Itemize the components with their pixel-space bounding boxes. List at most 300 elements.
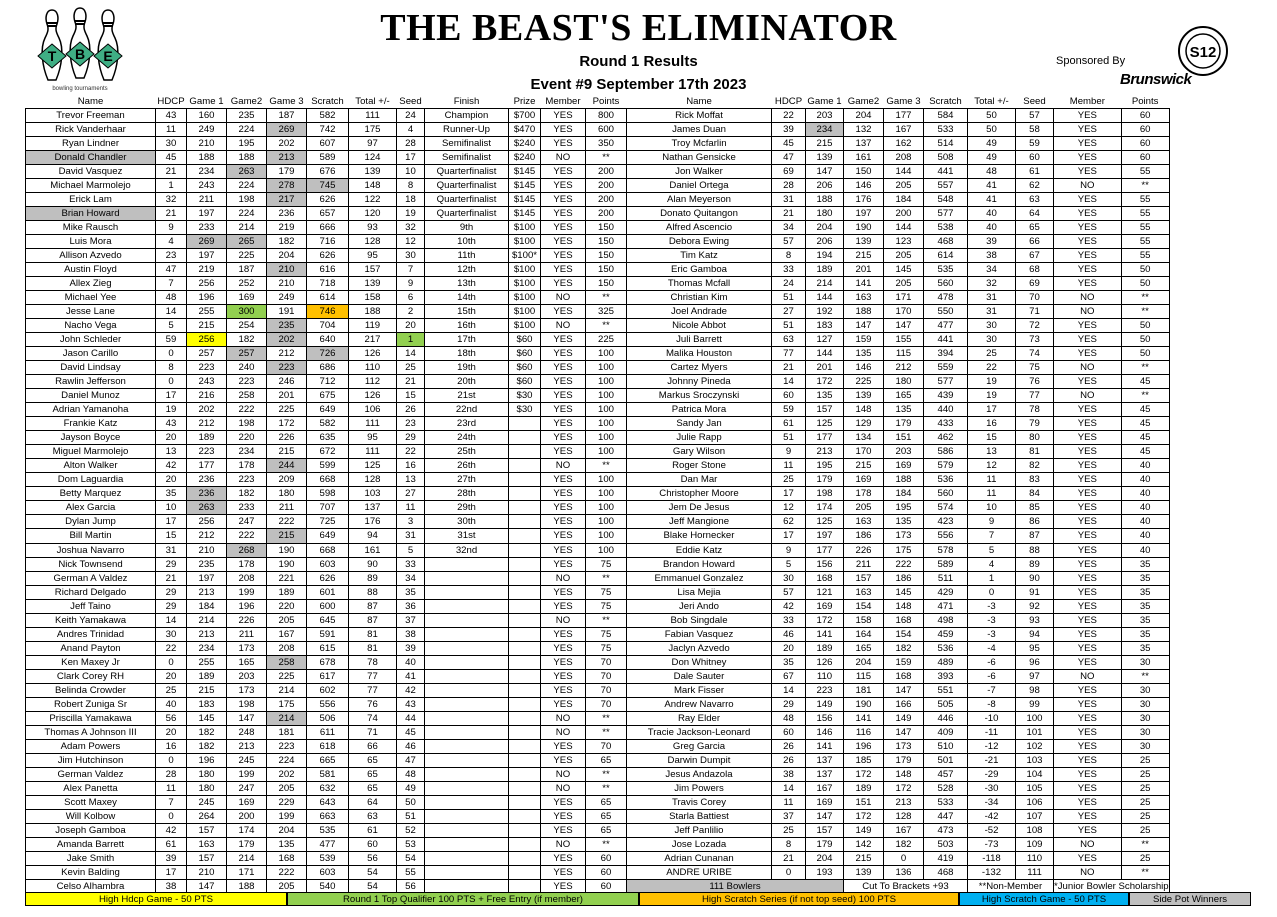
score-cell: 5 (397, 543, 425, 557)
bowler-name-cell: Erick Lam (26, 193, 156, 207)
bowler-name-cell: Juli Barrett (627, 333, 772, 347)
score-cell: 174 (806, 501, 844, 515)
score-cell: 172 (844, 767, 884, 781)
score-cell: 44 (397, 711, 425, 725)
score-cell (509, 711, 541, 725)
score-cell: 252 (227, 277, 267, 291)
score-cell: 35 (1121, 585, 1169, 599)
score-cell: 225 (844, 375, 884, 389)
score-cell: 60 (1121, 109, 1169, 123)
score-cell: 30 (968, 319, 1016, 333)
score-cell: 188 (187, 151, 227, 165)
score-cell: 106 (349, 403, 397, 417)
bowler-name-cell: Luis Mora (26, 235, 156, 249)
score-cell: 157 (187, 851, 227, 865)
score-cell: 686 (307, 361, 349, 375)
score-cell: 24th (425, 431, 509, 445)
score-cell: ** (586, 781, 627, 795)
score-cell: 125 (349, 459, 397, 473)
score-cell: -8 (968, 697, 1016, 711)
score-cell: 17 (156, 515, 187, 529)
score-cell: 256 (187, 277, 227, 291)
score-cell: 173 (227, 683, 267, 697)
event-title: Event #9 September 17th 2023 (530, 76, 747, 93)
score-cell: 63 (349, 809, 397, 823)
score-cell: 183 (187, 697, 227, 711)
score-cell: 209 (267, 473, 307, 487)
score-cell: 128 (884, 809, 924, 823)
table-row (26, 445, 1170, 459)
score-cell: 43 (397, 697, 425, 711)
score-cell: 35 (772, 655, 806, 669)
score-cell: 102 (1016, 739, 1054, 753)
sponsored-by-label: Sponsored By (1056, 55, 1126, 67)
score-cell: 222 (884, 557, 924, 571)
score-cell: 198 (227, 697, 267, 711)
score-cell: 5 (772, 557, 806, 571)
score-cell: YES (541, 669, 586, 683)
score-cell: YES (541, 263, 586, 277)
score-cell: 65 (349, 781, 397, 795)
score-cell: YES (1054, 599, 1122, 613)
score-cell: 35 (1121, 599, 1169, 613)
score-cell (425, 655, 509, 669)
score-cell: 48 (156, 291, 187, 305)
score-cell: 233 (187, 221, 227, 235)
table-row (26, 767, 1170, 781)
score-cell: 37 (397, 613, 425, 627)
score-cell (509, 627, 541, 641)
table-row (26, 739, 1170, 753)
score-cell: YES (1054, 795, 1122, 809)
score-cell: 0 (884, 851, 924, 865)
score-cell: 225 (227, 249, 267, 263)
score-cell: 4 (397, 123, 425, 137)
score-cell: 42 (397, 683, 425, 697)
score-cell: 26 (772, 753, 806, 767)
score-cell: ** (586, 151, 627, 165)
score-cell: -132 (968, 865, 1016, 879)
score-cell: 154 (884, 627, 924, 641)
score-cell: 0 (156, 809, 187, 823)
score-cell: YES (1054, 277, 1122, 291)
score-cell: YES (1054, 445, 1122, 459)
score-cell: YES (541, 109, 586, 123)
score-cell: 234 (806, 123, 844, 137)
score-cell: 21 (156, 207, 187, 221)
score-cell: 5 (156, 319, 187, 333)
score-cell: 100 (586, 501, 627, 515)
score-cell: 88 (1016, 543, 1054, 557)
score-cell: YES (541, 501, 586, 515)
score-cell: 51 (772, 319, 806, 333)
score-cell: 257 (227, 347, 267, 361)
score-cell: 188 (227, 151, 267, 165)
bowler-name-cell: Clark Corey RH (26, 669, 156, 683)
score-cell: 100 (586, 529, 627, 543)
score-cell: 139 (844, 389, 884, 403)
score-cell: 163 (844, 291, 884, 305)
score-cell: 14 (772, 375, 806, 389)
score-cell: 468 (924, 235, 968, 249)
score-cell: 82 (1016, 459, 1054, 473)
score-cell: 170 (844, 445, 884, 459)
score-cell: YES (1054, 851, 1122, 865)
score-cell: YES (541, 865, 586, 879)
score-cell: $100 (509, 305, 541, 319)
score-cell (425, 851, 509, 865)
results-table (25, 95, 1170, 894)
score-cell: 67 (772, 669, 806, 683)
score-cell: Quarterfinalist (425, 179, 509, 193)
score-cell: 64 (349, 795, 397, 809)
score-cell: YES (1054, 417, 1122, 431)
score-cell: 234 (187, 165, 227, 179)
score-cell: $240 (509, 137, 541, 151)
score-cell (425, 837, 509, 851)
score-cell: 29th (425, 501, 509, 515)
score-cell: YES (1054, 823, 1122, 837)
score-cell: 206 (806, 235, 844, 249)
score-cell: 505 (924, 697, 968, 711)
score-cell: NO (1054, 865, 1122, 879)
legend-item: High Hdcp Game - 50 PTS (25, 892, 287, 906)
score-cell: 215 (844, 459, 884, 473)
bowler-name-cell: Rick Vanderhaar (26, 123, 156, 137)
score-cell: 65 (349, 767, 397, 781)
score-cell: 15th (425, 305, 509, 319)
table-header-row (26, 95, 1170, 109)
bowler-name-cell: Lisa Mejia (627, 585, 772, 599)
score-cell: 40 (968, 221, 1016, 235)
score-cell: 137 (806, 767, 844, 781)
score-cell: 40 (968, 207, 1016, 221)
score-cell: 32nd (425, 543, 509, 557)
score-cell: 30 (1121, 711, 1169, 725)
bowler-name-cell: Donato Quitangon (627, 207, 772, 221)
score-cell: 148 (844, 403, 884, 417)
score-cell: 145 (884, 585, 924, 599)
table-row (26, 137, 1170, 151)
score-cell: 640 (307, 333, 349, 347)
score-cell: 182 (884, 837, 924, 851)
bowler-name-cell: Tim Katz (627, 249, 772, 263)
score-cell: 257 (187, 347, 227, 361)
score-cell: 50 (1121, 277, 1169, 291)
sponsor-brand: Brunswick (1120, 71, 1192, 88)
bowler-name-cell: Richard Delgado (26, 585, 156, 599)
score-cell: YES (1054, 543, 1122, 557)
score-cell: 25 (1121, 781, 1169, 795)
score-cell (509, 837, 541, 851)
score-cell: 35 (1121, 571, 1169, 585)
score-cell: 154 (844, 599, 884, 613)
score-cell: 76 (349, 697, 397, 711)
non-member-note: **Non-Member (968, 879, 1054, 893)
score-cell: 582 (307, 109, 349, 123)
score-cell: 100 (586, 515, 627, 529)
score-cell: 100 (1016, 711, 1054, 725)
score-cell: 83 (1016, 473, 1054, 487)
score-cell: 27 (772, 305, 806, 319)
score-cell: 40 (397, 655, 425, 669)
score-cell: NO (541, 151, 586, 165)
score-cell: 188 (349, 305, 397, 319)
score-cell: YES (541, 641, 586, 655)
table-row (26, 865, 1170, 879)
score-cell: 181 (844, 683, 884, 697)
score-cell (425, 669, 509, 683)
score-cell: 71 (1016, 305, 1054, 319)
score-cell: -7 (968, 683, 1016, 697)
score-cell: 147 (187, 879, 227, 893)
bowler-name-cell: Trevor Freeman (26, 109, 156, 123)
score-cell: 112 (349, 375, 397, 389)
score-cell (509, 599, 541, 613)
score-cell: $100 (509, 235, 541, 249)
column-header: Name (686, 96, 712, 107)
score-cell: 119 (349, 319, 397, 333)
score-cell: 668 (307, 543, 349, 557)
score-cell: 184 (884, 193, 924, 207)
score-cell: 21 (397, 375, 425, 389)
score-cell: 9 (772, 543, 806, 557)
score-cell: 62 (772, 515, 806, 529)
score-cell: 189 (806, 641, 844, 655)
score-cell (509, 529, 541, 543)
bowler-name-cell: Christian Kim (627, 291, 772, 305)
score-cell (509, 795, 541, 809)
score-cell: 718 (307, 277, 349, 291)
score-cell: 18th (425, 347, 509, 361)
score-cell: 25th (425, 445, 509, 459)
score-cell: -3 (968, 613, 1016, 627)
score-cell: 55 (1121, 235, 1169, 249)
bowler-name-cell: Joshua Navarro (26, 543, 156, 557)
bowler-name-cell: Darwin Dumpit (627, 753, 772, 767)
score-cell: Quarterfinalist (425, 207, 509, 221)
score-cell: 65 (586, 753, 627, 767)
score-cell: 159 (884, 655, 924, 669)
score-cell: 70 (586, 683, 627, 697)
table-row (26, 473, 1170, 487)
score-cell: -29 (968, 767, 1016, 781)
score-cell: 78 (349, 655, 397, 669)
score-cell: 205 (884, 249, 924, 263)
score-cell: 46 (397, 739, 425, 753)
bowler-name-cell: Nicole Abbot (627, 319, 772, 333)
score-cell: 800 (586, 109, 627, 123)
score-cell: 98 (1016, 683, 1054, 697)
column-header: Points (592, 96, 620, 107)
score-cell: 197 (187, 207, 227, 221)
score-cell: 206 (806, 179, 844, 193)
score-cell (425, 711, 509, 725)
score-cell: 205 (884, 277, 924, 291)
score-cell: 167 (884, 823, 924, 837)
header (0, 0, 1277, 95)
score-cell: 139 (806, 151, 844, 165)
score-cell: 177 (806, 431, 844, 445)
score-cell: 100 (586, 543, 627, 557)
score-cell: 144 (806, 291, 844, 305)
score-cell: YES (1054, 711, 1122, 725)
score-cell: 55 (1121, 165, 1169, 179)
score-cell: $100 (509, 319, 541, 333)
score-cell: 87 (349, 613, 397, 627)
score-cell (509, 431, 541, 445)
score-cell: 200 (586, 193, 627, 207)
table-row (26, 837, 1170, 851)
table-row (26, 501, 1170, 515)
score-cell: NO (1054, 361, 1122, 375)
score-cell: 589 (924, 557, 968, 571)
score-cell: 21 (772, 361, 806, 375)
score-cell: 13 (156, 445, 187, 459)
score-cell: 223 (267, 361, 307, 375)
score-cell: 60 (1121, 151, 1169, 165)
score-cell: 92 (1016, 599, 1054, 613)
score-cell (509, 515, 541, 529)
score-cell: 21 (156, 165, 187, 179)
score-cell: YES (1054, 403, 1122, 417)
score-cell: 441 (924, 333, 968, 347)
table-row (26, 151, 1170, 165)
bowler-name-cell: Keith Yamakawa (26, 613, 156, 627)
score-cell: 446 (924, 711, 968, 725)
score-cell: 147 (806, 165, 844, 179)
score-cell: 81 (1016, 445, 1054, 459)
table-row (26, 459, 1170, 473)
score-cell: 182 (884, 641, 924, 655)
score-cell: 258 (267, 655, 307, 669)
score-cell: 278 (267, 179, 307, 193)
score-cell: 169 (806, 795, 844, 809)
bowler-name-cell: Tracie Jackson-Leonard (627, 725, 772, 739)
score-cell: 212 (187, 417, 227, 431)
score-cell: YES (1054, 753, 1122, 767)
score-cell: 39 (156, 851, 187, 865)
score-cell: 188 (806, 193, 844, 207)
score-cell: 223 (187, 361, 227, 375)
score-cell: 4 (156, 235, 187, 249)
score-cell: 32 (156, 193, 187, 207)
score-cell: 45 (1121, 403, 1169, 417)
score-cell: 99 (1016, 697, 1054, 711)
score-cell: YES (541, 221, 586, 235)
score-cell: 190 (267, 543, 307, 557)
score-cell: ** (586, 319, 627, 333)
score-cell: 28 (397, 137, 425, 151)
score-cell: 234 (227, 445, 267, 459)
score-cell: 22 (968, 361, 1016, 375)
score-cell: 19 (156, 403, 187, 417)
score-cell: 182 (227, 333, 267, 347)
score-cell: 77 (349, 669, 397, 683)
bowler-name-cell: Markus Sroczynski (627, 389, 772, 403)
score-cell: Semifinalist (425, 151, 509, 165)
score-cell: 37 (772, 809, 806, 823)
score-cell: 103 (349, 487, 397, 501)
score-cell: 223 (806, 683, 844, 697)
bowler-name-cell: Troy Mcfarlin (627, 137, 772, 151)
score-cell: 10 (968, 501, 1016, 515)
score-cell: 600 (307, 599, 349, 613)
score-cell: YES (1054, 109, 1122, 123)
score-cell: 0 (156, 375, 187, 389)
score-cell (509, 809, 541, 823)
score-cell: 707 (307, 501, 349, 515)
score-cell: 50 (1121, 319, 1169, 333)
score-cell: 20 (156, 431, 187, 445)
bowler-count: 111 Bowlers (627, 879, 844, 893)
score-cell: 0 (156, 347, 187, 361)
score-cell: 559 (924, 361, 968, 375)
score-cell: 223 (227, 375, 267, 389)
table-row (26, 403, 1170, 417)
score-cell: YES (1054, 263, 1122, 277)
score-cell: 30 (1121, 739, 1169, 753)
bowler-name-cell: Starla Battiest (627, 809, 772, 823)
score-cell: 110 (1016, 851, 1054, 865)
score-cell: 13 (968, 445, 1016, 459)
score-cell: 49 (397, 781, 425, 795)
score-cell: 215 (844, 249, 884, 263)
score-cell: 394 (924, 347, 968, 361)
score-cell: 30 (1121, 683, 1169, 697)
bowler-name-cell: Blake Hornecker (627, 529, 772, 543)
table-row (26, 529, 1170, 543)
score-cell: 3 (397, 515, 425, 529)
score-cell: 19 (968, 389, 1016, 403)
score-cell: 14 (772, 781, 806, 795)
score-cell: YES (1054, 697, 1122, 711)
score-cell: 18 (397, 193, 425, 207)
score-cell: YES (541, 207, 586, 221)
bowler-name-cell: Jeff Taino (26, 599, 156, 613)
score-cell: 668 (307, 473, 349, 487)
column-header: Scratch (929, 96, 962, 107)
score-cell: 135 (806, 389, 844, 403)
score-cell: 91 (1016, 585, 1054, 599)
score-cell: 60 (772, 389, 806, 403)
score-cell: YES (541, 795, 586, 809)
bowler-name-cell: Andrew Navarro (627, 697, 772, 711)
bowler-name-cell: Ken Maxey Jr (26, 655, 156, 669)
score-cell: ** (1121, 361, 1169, 375)
score-cell: NO (541, 571, 586, 585)
score-cell: 159 (844, 333, 884, 347)
table-row (26, 613, 1170, 627)
score-cell: 212 (267, 347, 307, 361)
score-cell (509, 823, 541, 837)
score-cell: 7 (156, 277, 187, 291)
score-cell: 45 (772, 137, 806, 151)
score-cell: 172 (806, 613, 844, 627)
score-cell: 195 (806, 459, 844, 473)
bowler-name-cell: Alex Panetta (26, 781, 156, 795)
score-cell: 146 (844, 179, 884, 193)
score-cell: 125 (806, 515, 844, 529)
score-cell: 66 (1016, 235, 1054, 249)
score-cell: 51 (772, 431, 806, 445)
score-cell: 28 (156, 767, 187, 781)
bowler-name-cell: Jim Hutchinson (26, 753, 156, 767)
table-row (26, 823, 1170, 837)
score-cell: 61 (772, 417, 806, 431)
score-cell: 222 (227, 403, 267, 417)
score-cell: 557 (924, 179, 968, 193)
